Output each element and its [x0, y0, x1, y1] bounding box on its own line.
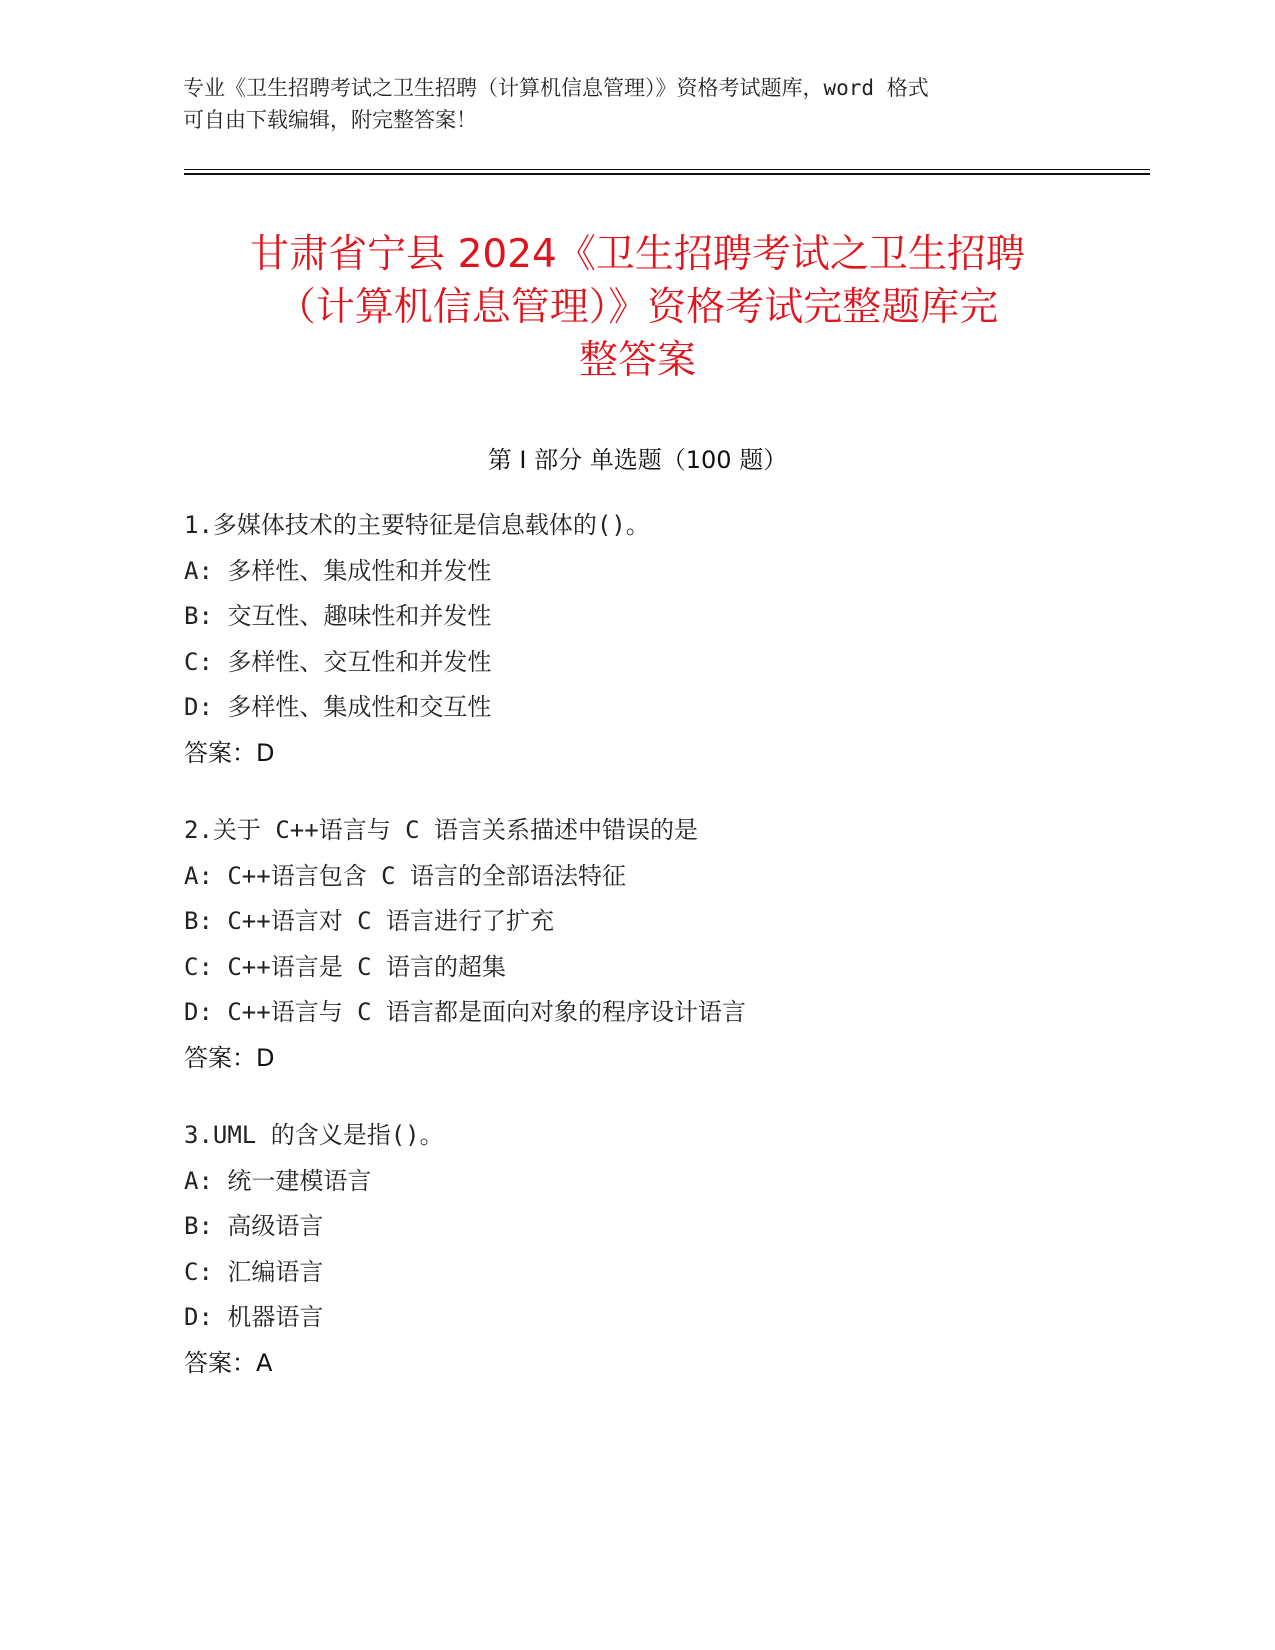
question-3 — [184, 1113, 1144, 1386]
header-note — [183, 72, 1063, 136]
option-d: D: C++语言与 C 语言都是面向对象的程序设计语言 — [184, 998, 747, 1026]
option-d: D: 多样性、集成性和交互性 — [184, 693, 492, 721]
option-b: B: C++语言对 C 语言进行了扩充 — [184, 907, 555, 935]
header-rule-thick — [184, 173, 1150, 175]
title-line-3: 整答案 — [578, 338, 696, 383]
option-b: B: 高级语言 — [184, 1212, 324, 1240]
header-note-line-1: 专业《卫生招聘考试之卫生招聘（计算机信息管理）》资格考试题库，word 格式 — [183, 76, 929, 100]
document-title — [150, 228, 1125, 387]
title-line-1: 甘肃省宁县 2024《卫生招聘考试之卫生招聘 — [250, 232, 1025, 277]
option-c: C: C++语言是 C 语言的超集 — [184, 952, 507, 981]
header-note-line-2: 可自由下载编辑，附完整答案！ — [183, 108, 477, 132]
title-line-2: （计算机信息管理）》资格考试完整题库完 — [276, 285, 999, 330]
answer: 答案：D — [184, 738, 275, 767]
question-2 — [184, 808, 1144, 1081]
answer: 答案：A — [184, 1348, 273, 1377]
question-stem: 2.关于 C++语言与 C 语言关系描述中错误的是 — [184, 816, 699, 844]
option-c: C: 汇编语言 — [184, 1257, 324, 1286]
option-b: B: 交互性、趣味性和并发性 — [184, 602, 492, 630]
option-d: D: 机器语言 — [184, 1303, 324, 1331]
answer: 答案：D — [184, 1043, 275, 1072]
question-stem: 1.多媒体技术的主要特征是信息载体的()。 — [184, 511, 650, 539]
section-title: 第 I 部分 单选题（100 题） — [487, 446, 788, 474]
question-stem: 3.UML 的含义是指()。 — [184, 1121, 444, 1149]
option-a: A: C++语言包含 C 语言的全部语法特征 — [184, 861, 627, 890]
question-1 — [184, 503, 1144, 776]
option-c: C: 多样性、交互性和并发性 — [184, 647, 492, 676]
option-a: A: 多样性、集成性和并发性 — [184, 556, 492, 585]
header-rule-thin — [184, 169, 1150, 170]
option-a: A: 统一建模语言 — [184, 1166, 372, 1195]
